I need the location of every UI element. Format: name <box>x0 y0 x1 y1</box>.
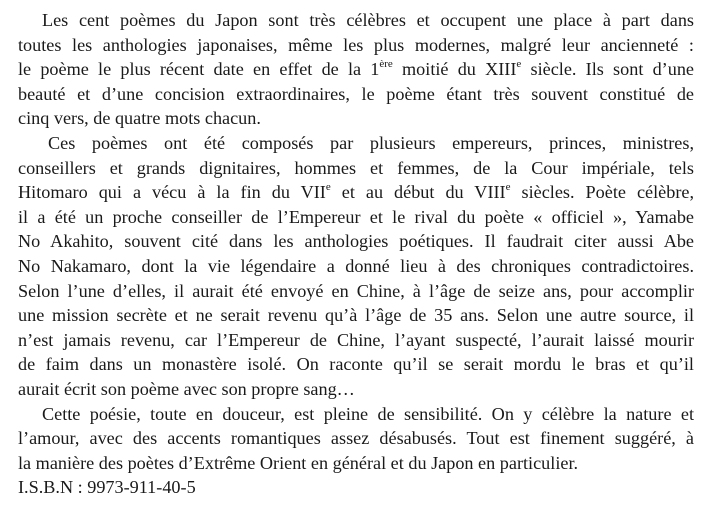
isbn-line: I.S.B.N : 9973-911-40-5 <box>18 477 196 498</box>
text-run: Hitomaro qui a vécu à la fin du VII <box>18 182 326 203</box>
text-line <box>18 33 694 58</box>
paragraph-1 <box>18 8 694 131</box>
body-text <box>18 8 694 475</box>
paragraph-2 <box>18 131 694 402</box>
text-line <box>18 229 694 254</box>
text-line <box>18 352 694 377</box>
text-run: No Akahito, souvent cité dans les anthologies poétiques. Il faudrait citer aussi Abe <box>18 231 694 252</box>
text-run: Ces poèmes ont été composés par plusieurs empereurs, princes, ministres, <box>48 132 694 153</box>
text-line <box>18 426 694 451</box>
text-run: moitié du XIII <box>392 59 517 80</box>
text-run: Selon l’une d’elles, il aurait été envoyé en Chine, à l’âge de seize ans, pour accomplir <box>18 280 694 301</box>
text-line <box>18 106 694 131</box>
superscript: ère <box>379 58 393 71</box>
text-line <box>18 451 694 476</box>
text-run: siècles. Poète célèbre, <box>510 182 694 203</box>
text-line <box>18 303 694 328</box>
text-run: et au début du VIII <box>330 182 506 203</box>
text-run: Cette poésie, toute en douceur, est pleine de sensibilité. On y célèbre la nature et <box>42 403 694 424</box>
text-run: cinq vers, de quatre mots chacun. <box>18 108 261 129</box>
text-run: siècle. Ils sont d’une <box>521 59 694 80</box>
text-run: la manière des poètes d’Extrême Orient en général et du Japon en particulier. <box>18 452 579 473</box>
text-line <box>18 377 694 402</box>
text-line <box>18 156 694 181</box>
text-run: No Nakamaro, dont la vie légendaire a donné lieu à des chroniques contradictoires. <box>18 255 694 276</box>
text-line <box>18 82 694 107</box>
text-line <box>18 205 694 230</box>
text-run: Les cent poèmes du Japon sont très célèbres et occupent une place à part dans <box>42 10 694 30</box>
text-run: il a été un proche conseiller de l’Empereur et le rival du poète « officiel », Yamabe <box>18 206 694 227</box>
book-back-cover-text <box>18 8 694 500</box>
text-run: le poème le plus récent date en effet de la 1 <box>18 59 380 80</box>
text-line <box>18 8 694 33</box>
text-run: beauté et d’une concision extraordinaires, le poème étant très souvent constitué de <box>18 83 694 104</box>
text-run: de faim dans un monastère isolé. On raconte qu’il se serait mordu le bras et qu’il <box>18 354 694 375</box>
text-run: aurait écrit son poème avec son propre sang… <box>18 378 355 399</box>
text-run: une mission secrète et ne serait revenu qu’à l’âge de 35 ans. Selon une autre source, il <box>18 305 694 326</box>
superscript: e <box>505 181 511 194</box>
text-run: n’est jamais revenu, car l’Empereur de Chine, l’ayant suspecté, l’aurait laissé mourir <box>18 329 694 350</box>
text-run: l’amour, avec des accents romantiques assez désabusés. Tout est finement suggéré, à <box>18 428 694 449</box>
text-run: toutes les anthologies japonaises, même les plus modernes, malgré leur ancienneté : <box>18 34 694 55</box>
text-line <box>18 402 694 427</box>
superscript: e <box>516 58 522 71</box>
text-line <box>18 180 694 205</box>
text-line <box>18 131 694 156</box>
superscript: e <box>325 181 331 194</box>
text-line <box>18 254 694 279</box>
text-line <box>18 57 694 82</box>
paragraph-3 <box>18 402 694 476</box>
text-run: conseillers et grands dignitaires, hommes et femmes, de la Cour impériale, tels <box>18 157 694 178</box>
text-line <box>18 279 694 304</box>
text-line <box>18 328 694 353</box>
